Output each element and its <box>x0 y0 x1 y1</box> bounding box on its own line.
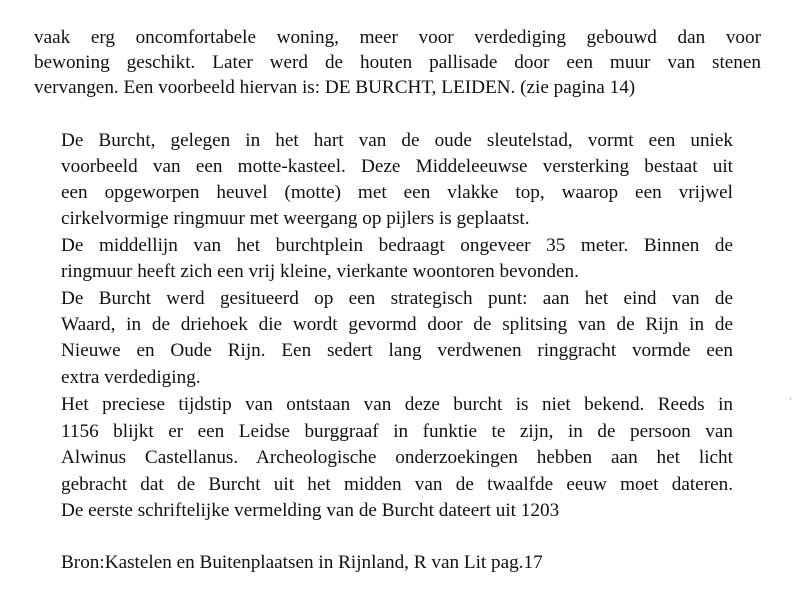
body-line: Nieuwe en Oude Rijn. Een sedert lang verdwenen ringgracht vormde een <box>61 340 733 361</box>
body-line: De eerste schriftelijke vermelding van de Burcht dateert uit 1203 <box>61 500 560 521</box>
body-line: De middellijn van het burchtplein bedraagt ongeveer 35 meter. Binnen de <box>61 235 733 256</box>
body-line: voorbeeld van een motte-kasteel. Deze Middeleeuwse versterking bestaat uit <box>61 156 733 177</box>
body-line: cirkelvormige ringmuur met weergang op pijlers is geplaatst. <box>61 208 530 229</box>
intro-line: bewoning geschikt. Later werd de houten pallisade door een muur van stenen <box>34 52 761 73</box>
body-line: een opgeworpen heuvel (motte) met een vlakke top, waarop een vrijwel <box>61 182 733 203</box>
body-line: ringmuur heeft zich een vrij kleine, vierkante woontoren bevonden. <box>61 261 579 282</box>
body-line: extra verdediging. <box>61 367 201 388</box>
body-line: De Burcht, gelegen in het hart van de oude sleutelstad, vormt een uniek <box>61 130 733 151</box>
margin-speck: ʼ <box>789 396 792 406</box>
body-line: Waard, in de driehoek die wordt gevormd door de splitsing van de Rijn in de <box>61 314 733 335</box>
body-line: gebracht dat de Burcht uit het midden van de twaalfde eeuw moet dateren. <box>61 474 733 495</box>
body-line: Het preciese tijdstip van ontstaan van deze burcht is niet bekend. Reeds in <box>61 394 733 415</box>
body-line: De Burcht werd gesitueerd op een strategisch punt: aan het eind van de <box>61 288 733 309</box>
body-line: Alwinus Castellanus. Archeologische onderzoekingen hebben aan het licht <box>61 447 733 468</box>
intro-line: vervangen. Een voorbeeld hiervan is: DE BURCHT, LEIDEN. (zie pagina 14) <box>34 77 636 98</box>
body-line: 1156 blijkt er een Leidse burggraaf in funktie te zijn, in de persoon van <box>61 421 733 442</box>
source-citation: Bron:Kastelen en Buitenplaatsen in Rijnland, R van Lit pag.17 <box>61 552 543 573</box>
intro-line: vaak erg oncomfortabele woning, meer voor verdediging gebouwd dan voor <box>34 27 761 48</box>
